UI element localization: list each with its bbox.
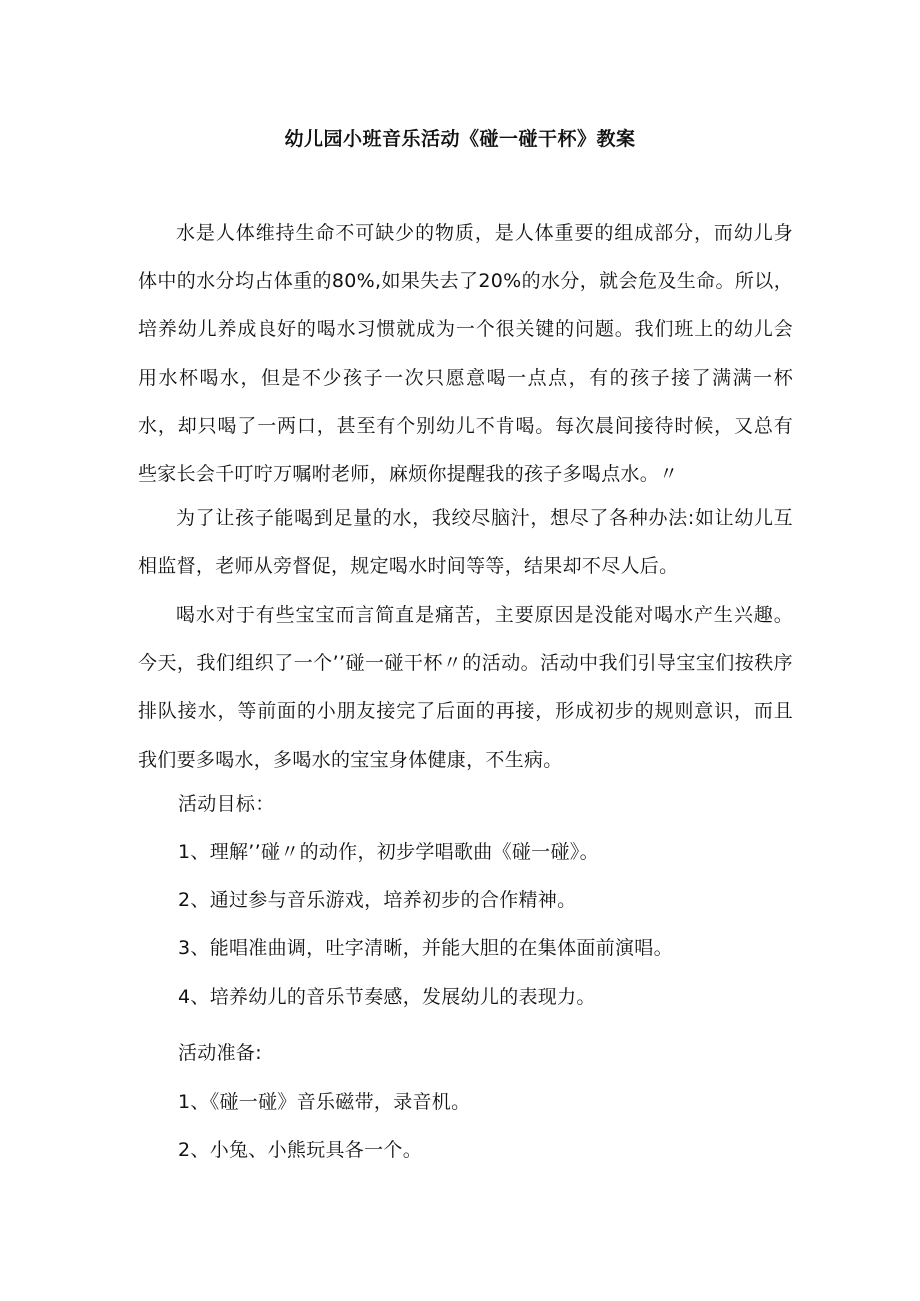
preparation-item: 2、小兔、小熊玩具各一个。 (178, 1139, 422, 1161)
intro-paragraph-1: 水是人体维持生命不可缺少的物质，是人体重要的组成部分，而幼儿身体中的水分均占体重的80%,如果失去了20%的水分，就会危及生命。所以，培养幼儿养成良好的喝水习惯就成为一个很关键的问题。我们班上的幼儿会用水杯喝水，但是不少孩子一次只愿意喝一点点，有的孩子接了满满一杯水，却只喝了一两口，甚至有个别幼儿不肯喝。每次晨间接待时候，又总有些家长会千叮咛万嘱咐老师，麻烦你提醒我的孩子多喝点水。〃 (138, 222, 793, 486)
goals-heading: 活动目标： (178, 793, 275, 815)
preparation-heading: 活动准备: (178, 1042, 262, 1064)
goal-item: 2、通过参与音乐游戏，培养初步的合作精神。 (178, 889, 577, 911)
preparation-item: 1、《碰一碰》音乐磁带，录音机。 (178, 1091, 471, 1113)
intro-paragraph-2: 为了让孩子能喝到足量的水，我绞尽脑汁，想尽了各种办法:如让幼儿互相监督，老师从旁督促，规定喝水时间等等，结果却不尽人后。 (138, 507, 793, 578)
goal-item: 1、理解’’碰〃的动作，初步学唱歌曲《碰一碰》。 (178, 841, 599, 863)
intro-paragraph-3: 喝水对于有些宝宝而言简直是痛苦，主要原因是没能对喝水产生兴趣。今天，我们组织了一个’’碰一碰干杯〃的活动。活动中我们引导宝宝们按秩序排队接水，等前面的小朋友接完了后面的再接，形成初步的规则意识，而且我们要多喝水，多喝水的宝宝身体健康，不生病。 (138, 604, 793, 771)
document-title: 幼儿园小班音乐活动《碰一碰干杯》教案 (284, 128, 636, 150)
goal-item: 3、能唱准曲调，吐字清晰，并能大胆的在集体面前演唱。 (178, 937, 673, 959)
goal-item: 4、培养幼儿的音乐节奏感，发展幼儿的表现力。 (178, 986, 596, 1008)
